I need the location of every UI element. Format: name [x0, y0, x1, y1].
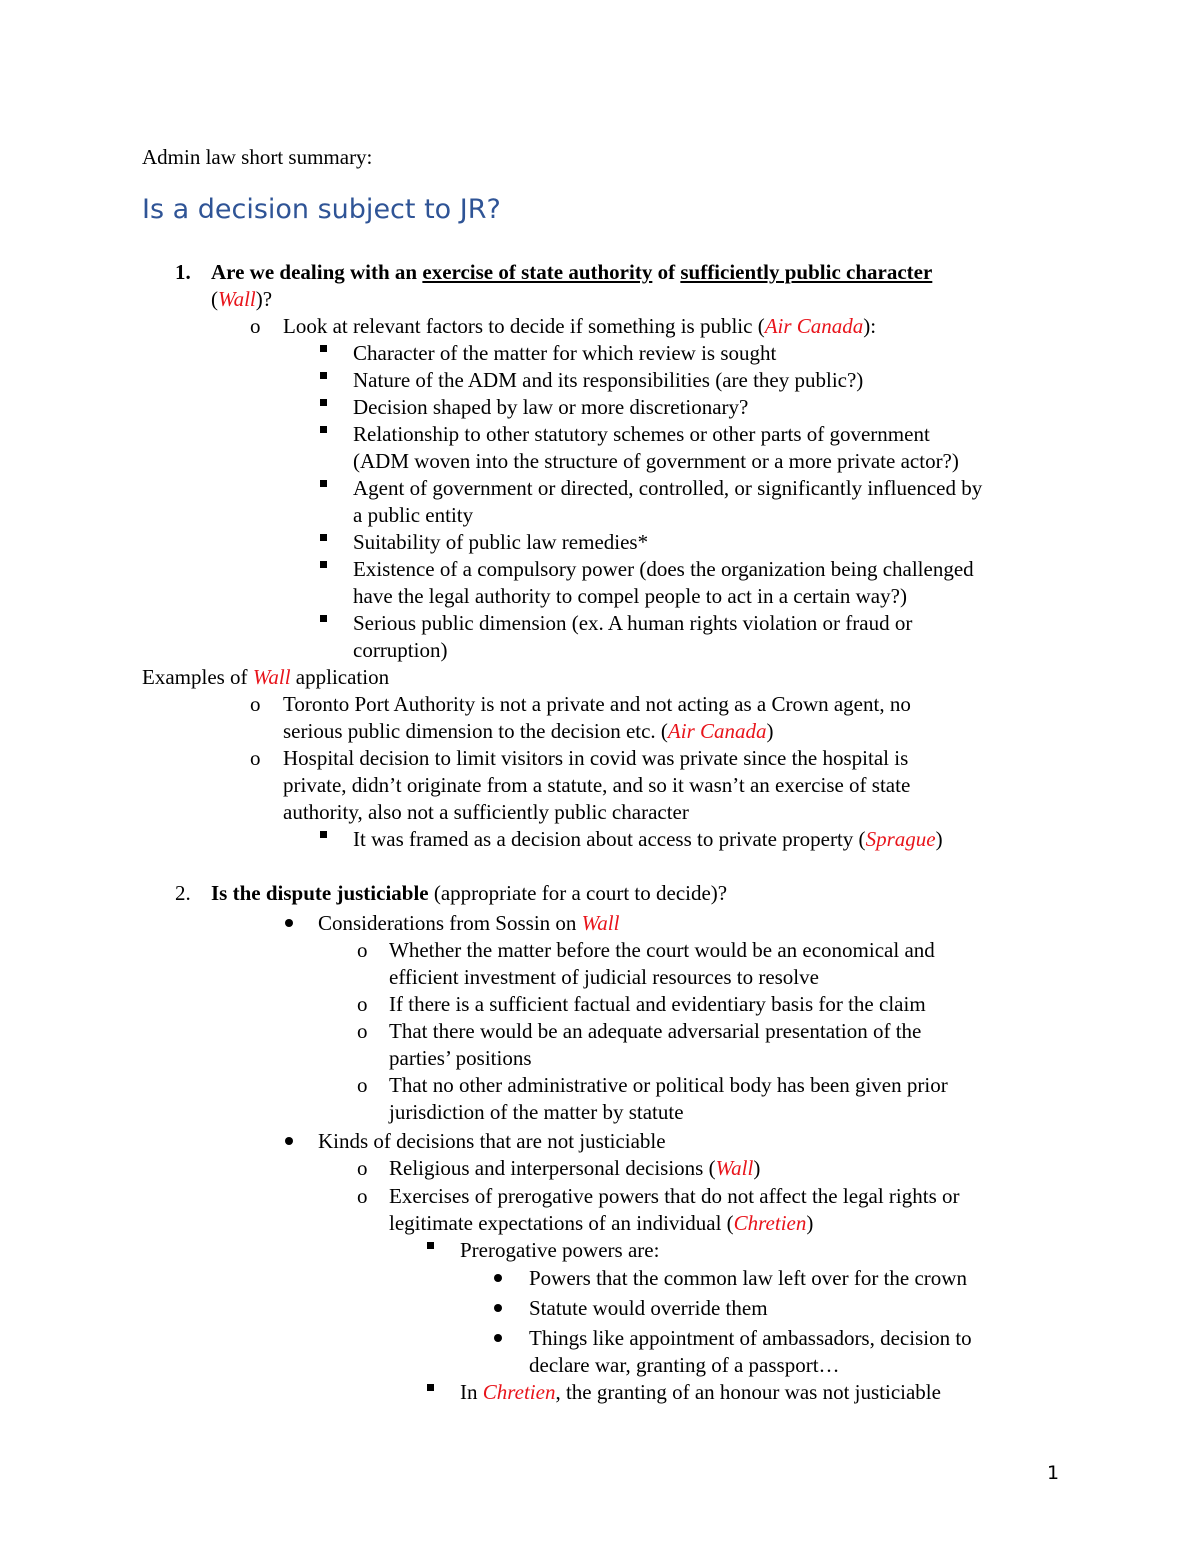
- document-title: Admin law short summary:: [142, 145, 373, 169]
- consideration-item-continued: efficient investment of judicial resources to resolve: [389, 965, 819, 989]
- examples-intro: Examples of Wall application: [142, 665, 390, 689]
- prerogative-item: Things like appointment of ambassadors, decision to: [529, 1326, 972, 1350]
- kind-item-continued: legitimate expectations of an individual (Chretien): [389, 1211, 814, 1235]
- factor-item: Existence of a compulsory power (does the organization being challenged: [353, 557, 974, 581]
- consideration-item: That there would be an adequate adversarial presentation of the: [389, 1019, 922, 1043]
- square-bullet-icon: [320, 345, 327, 352]
- square-bullet-icon: [427, 1242, 434, 1249]
- considerations-intro: Considerations from Sossin on Wall: [318, 911, 620, 935]
- example-item-continued: serious public dimension to the decision etc. (Air Canada): [283, 719, 774, 743]
- round-bullet-icon: [494, 1274, 502, 1282]
- case-citation: Air Canada: [764, 314, 864, 338]
- factor-item: Agent of government or directed, controlled, or significantly influenced by: [353, 476, 983, 500]
- factor-item-continued: corruption): [353, 638, 448, 662]
- case-citation: Chretien: [733, 1211, 807, 1235]
- square-bullet-icon: [427, 1384, 434, 1391]
- item-number-2: 2.: [175, 881, 191, 905]
- bullet-o-icon: o: [357, 1019, 368, 1043]
- bullet-o-icon: o: [250, 314, 261, 338]
- kind-item: Exercises of prerogative powers that do not affect the legal rights or: [389, 1184, 960, 1208]
- square-bullet-icon: [320, 561, 327, 568]
- consideration-item-continued: jurisdiction of the matter by statute: [389, 1100, 684, 1124]
- case-citation: Air Canada: [667, 719, 767, 743]
- example-item-continued: authority, also not a sufficiently public character: [283, 800, 689, 824]
- section-heading: Is a decision subject to JR?: [142, 194, 501, 225]
- question-1-citation: (Wall)?: [211, 287, 273, 311]
- case-citation: Wall: [715, 1156, 754, 1180]
- factor-item-continued: (ADM woven into the structure of government or a more private actor?): [353, 449, 959, 473]
- square-bullet-icon: [320, 480, 327, 487]
- factor-item: Nature of the ADM and its responsibilities (are they public?): [353, 368, 864, 392]
- round-bullet-icon: [494, 1334, 502, 1342]
- consideration-item: That no other administrative or political body has been given prior: [389, 1073, 948, 1097]
- factor-item: Decision shaped by law or more discretionary?: [353, 395, 749, 419]
- kinds-intro: Kinds of decisions that are not justiciable: [318, 1129, 666, 1153]
- bullet-o-icon: o: [357, 1184, 368, 1208]
- prerogative-item: Statute would override them: [529, 1296, 768, 1320]
- example-item: Toronto Port Authority is not a private and not acting as a Crown agent, no: [283, 692, 911, 716]
- square-bullet-icon: [320, 615, 327, 622]
- case-citation: Wall: [218, 287, 256, 311]
- factors-intro: Look at relevant factors to decide if something is public (Air Canada):: [283, 314, 877, 338]
- factor-item-continued: have the legal authority to compel people to act in a certain way?): [353, 584, 907, 608]
- square-bullet-icon: [320, 426, 327, 433]
- case-citation: Wall: [252, 665, 291, 689]
- item-number-1: 1.: [175, 260, 191, 284]
- factor-item: Suitability of public law remedies*: [353, 530, 649, 554]
- bullet-o-icon: o: [357, 1073, 368, 1097]
- kind-item: Religious and interpersonal decisions (Wall): [389, 1156, 761, 1180]
- example-sub-item: It was framed as a decision about access to private property (Sprague): [353, 827, 943, 851]
- factor-item-continued: a public entity: [353, 503, 474, 527]
- square-bullet-icon: [320, 399, 327, 406]
- prerogative-item-continued: declare war, granting of a passport…: [529, 1353, 840, 1377]
- question-2: Is the dispute justiciable (appropriate for a court to decide)?: [211, 881, 728, 905]
- round-bullet-icon: [285, 1137, 293, 1145]
- factor-item: Serious public dimension (ex. A human rights violation or fraud or: [353, 611, 913, 635]
- question-1: Are we dealing with an exercise of state authority of sufficiently public character: [211, 260, 933, 284]
- consideration-item: If there is a sufficient factual and evidentiary basis for the claim: [389, 992, 926, 1016]
- square-bullet-icon: [320, 831, 327, 838]
- round-bullet-icon: [285, 919, 293, 927]
- case-citation: Sprague: [865, 827, 936, 851]
- example-item: Hospital decision to limit visitors in covid was private since the hospital is: [283, 746, 909, 770]
- bullet-o-icon: o: [357, 1156, 368, 1180]
- bullet-o-icon: o: [250, 746, 261, 770]
- round-bullet-icon: [494, 1304, 502, 1312]
- factor-item: Relationship to other statutory schemes or other parts of government: [353, 422, 930, 446]
- example-item-continued: private, didn’t originate from a statute, and so it wasn’t an exercise of state: [283, 773, 911, 797]
- bullet-o-icon: o: [250, 692, 261, 716]
- bullet-o-icon: o: [357, 938, 368, 962]
- consideration-item: Whether the matter before the court would be an economical and: [389, 938, 935, 962]
- page-number: 1: [1047, 1462, 1060, 1484]
- chretien-note: In Chretien, the granting of an honour was not justiciable: [460, 1380, 941, 1404]
- prerogative-item: Powers that the common law left over for the crown: [529, 1266, 967, 1290]
- prerogative-intro: Prerogative powers are:: [460, 1238, 660, 1262]
- case-citation: Wall: [581, 911, 620, 935]
- square-bullet-icon: [320, 372, 327, 379]
- factor-item: Character of the matter for which review is sought: [353, 341, 777, 365]
- consideration-item-continued: parties’ positions: [389, 1046, 532, 1070]
- square-bullet-icon: [320, 534, 327, 541]
- bullet-o-icon: o: [357, 992, 368, 1016]
- case-citation: Chretien: [482, 1380, 556, 1404]
